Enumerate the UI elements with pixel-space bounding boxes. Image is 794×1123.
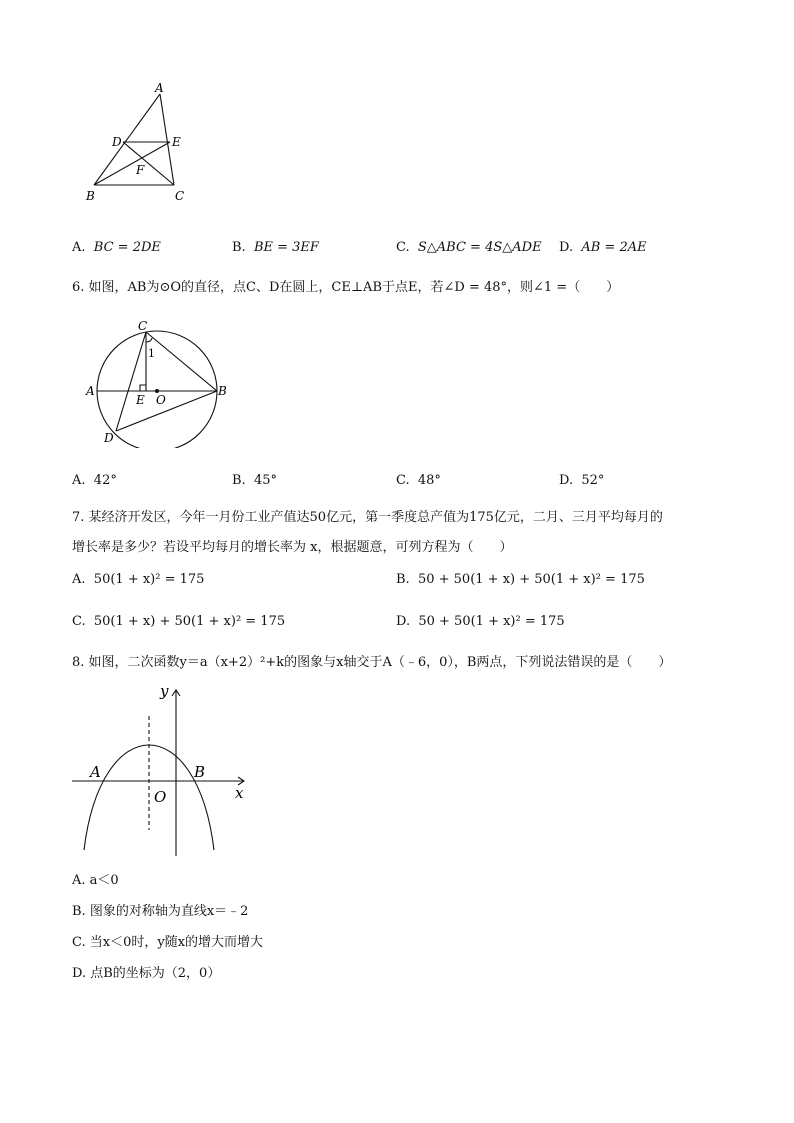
label-A: A <box>90 763 101 781</box>
q7-option-a[interactable]: A. 50(1 + x)² = 175 <box>72 572 205 587</box>
parabola-figure-q8 <box>66 680 256 860</box>
label-D: D <box>104 431 114 445</box>
q6-stem: 6. 如图，AB为⊙O的直径，点C、D在圆上，CE⊥AB于点E，若∠D = 48°，则∠1 =（ ） <box>72 280 620 295</box>
q8-option-a[interactable]: A. a＜0 <box>72 873 119 888</box>
label-E: E <box>136 393 145 407</box>
q6-option-d[interactable]: D. 52° <box>559 473 605 488</box>
q7-option-c[interactable]: C. 50(1 + x) + 50(1 + x)² = 175 <box>72 614 286 629</box>
q5-option-b[interactable]: B. BE = 3EF <box>232 240 319 255</box>
label-B: B <box>194 763 206 781</box>
label-A: A <box>86 384 95 398</box>
q7-stem-line-2: 增长率是多少？若设平均每月的增长率为 x，根据题意，可列方程为（ ） <box>72 540 513 555</box>
label-C: C <box>175 189 185 203</box>
q5-option-c[interactable]: C. S△ABC = 4S△ADE <box>396 240 542 255</box>
q7-option-d[interactable]: D. 50 + 50(1 + x)² = 175 <box>396 614 565 629</box>
label-y: y <box>160 682 169 700</box>
q7-option-b[interactable]: B. 50 + 50(1 + x) + 50(1 + x)² = 175 <box>396 572 645 587</box>
label-1: 1 <box>148 347 155 360</box>
q6-option-a[interactable]: A. 42° <box>72 473 117 488</box>
label-O: O <box>156 393 166 407</box>
q8-option-d[interactable]: D. 点B的坐标为（2，0） <box>72 966 221 981</box>
q6-option-c[interactable]: C. 48° <box>396 473 441 488</box>
q8-stem: 8. 如图，二次函数y＝a（x+2）²+k的图象与x轴交于A（﹣6，0），B两点，下列说法错误的是（ ） <box>72 655 672 670</box>
label-O: O <box>154 788 167 806</box>
label-B: B <box>86 189 95 203</box>
label-F: F <box>136 163 145 177</box>
q7-stem-line-1: 7. 某经济开发区，今年一月份工业产值达50亿元，第一季度总产值为175亿元，二月、三月平均每月的 <box>72 510 663 525</box>
label-x: x <box>235 784 244 802</box>
q5-option-d[interactable]: D. AB = 2AE <box>559 240 647 255</box>
q6-option-b[interactable]: B. 45° <box>232 473 277 488</box>
triangle-figure-q5 <box>80 80 200 210</box>
q8-option-b[interactable]: B. 图象的对称轴为直线x＝﹣2 <box>72 904 249 919</box>
label-D: D <box>112 135 122 149</box>
label-E: E <box>172 135 181 149</box>
label-A: A <box>155 81 164 95</box>
q8-option-c[interactable]: C. 当x＜0时，y随x的增大而增大 <box>72 935 264 950</box>
label-C: C <box>138 319 148 333</box>
label-B: B <box>218 384 227 398</box>
q5-option-a[interactable]: A. BC = 2DE <box>72 240 161 255</box>
circle-figure-q6 <box>80 318 240 448</box>
